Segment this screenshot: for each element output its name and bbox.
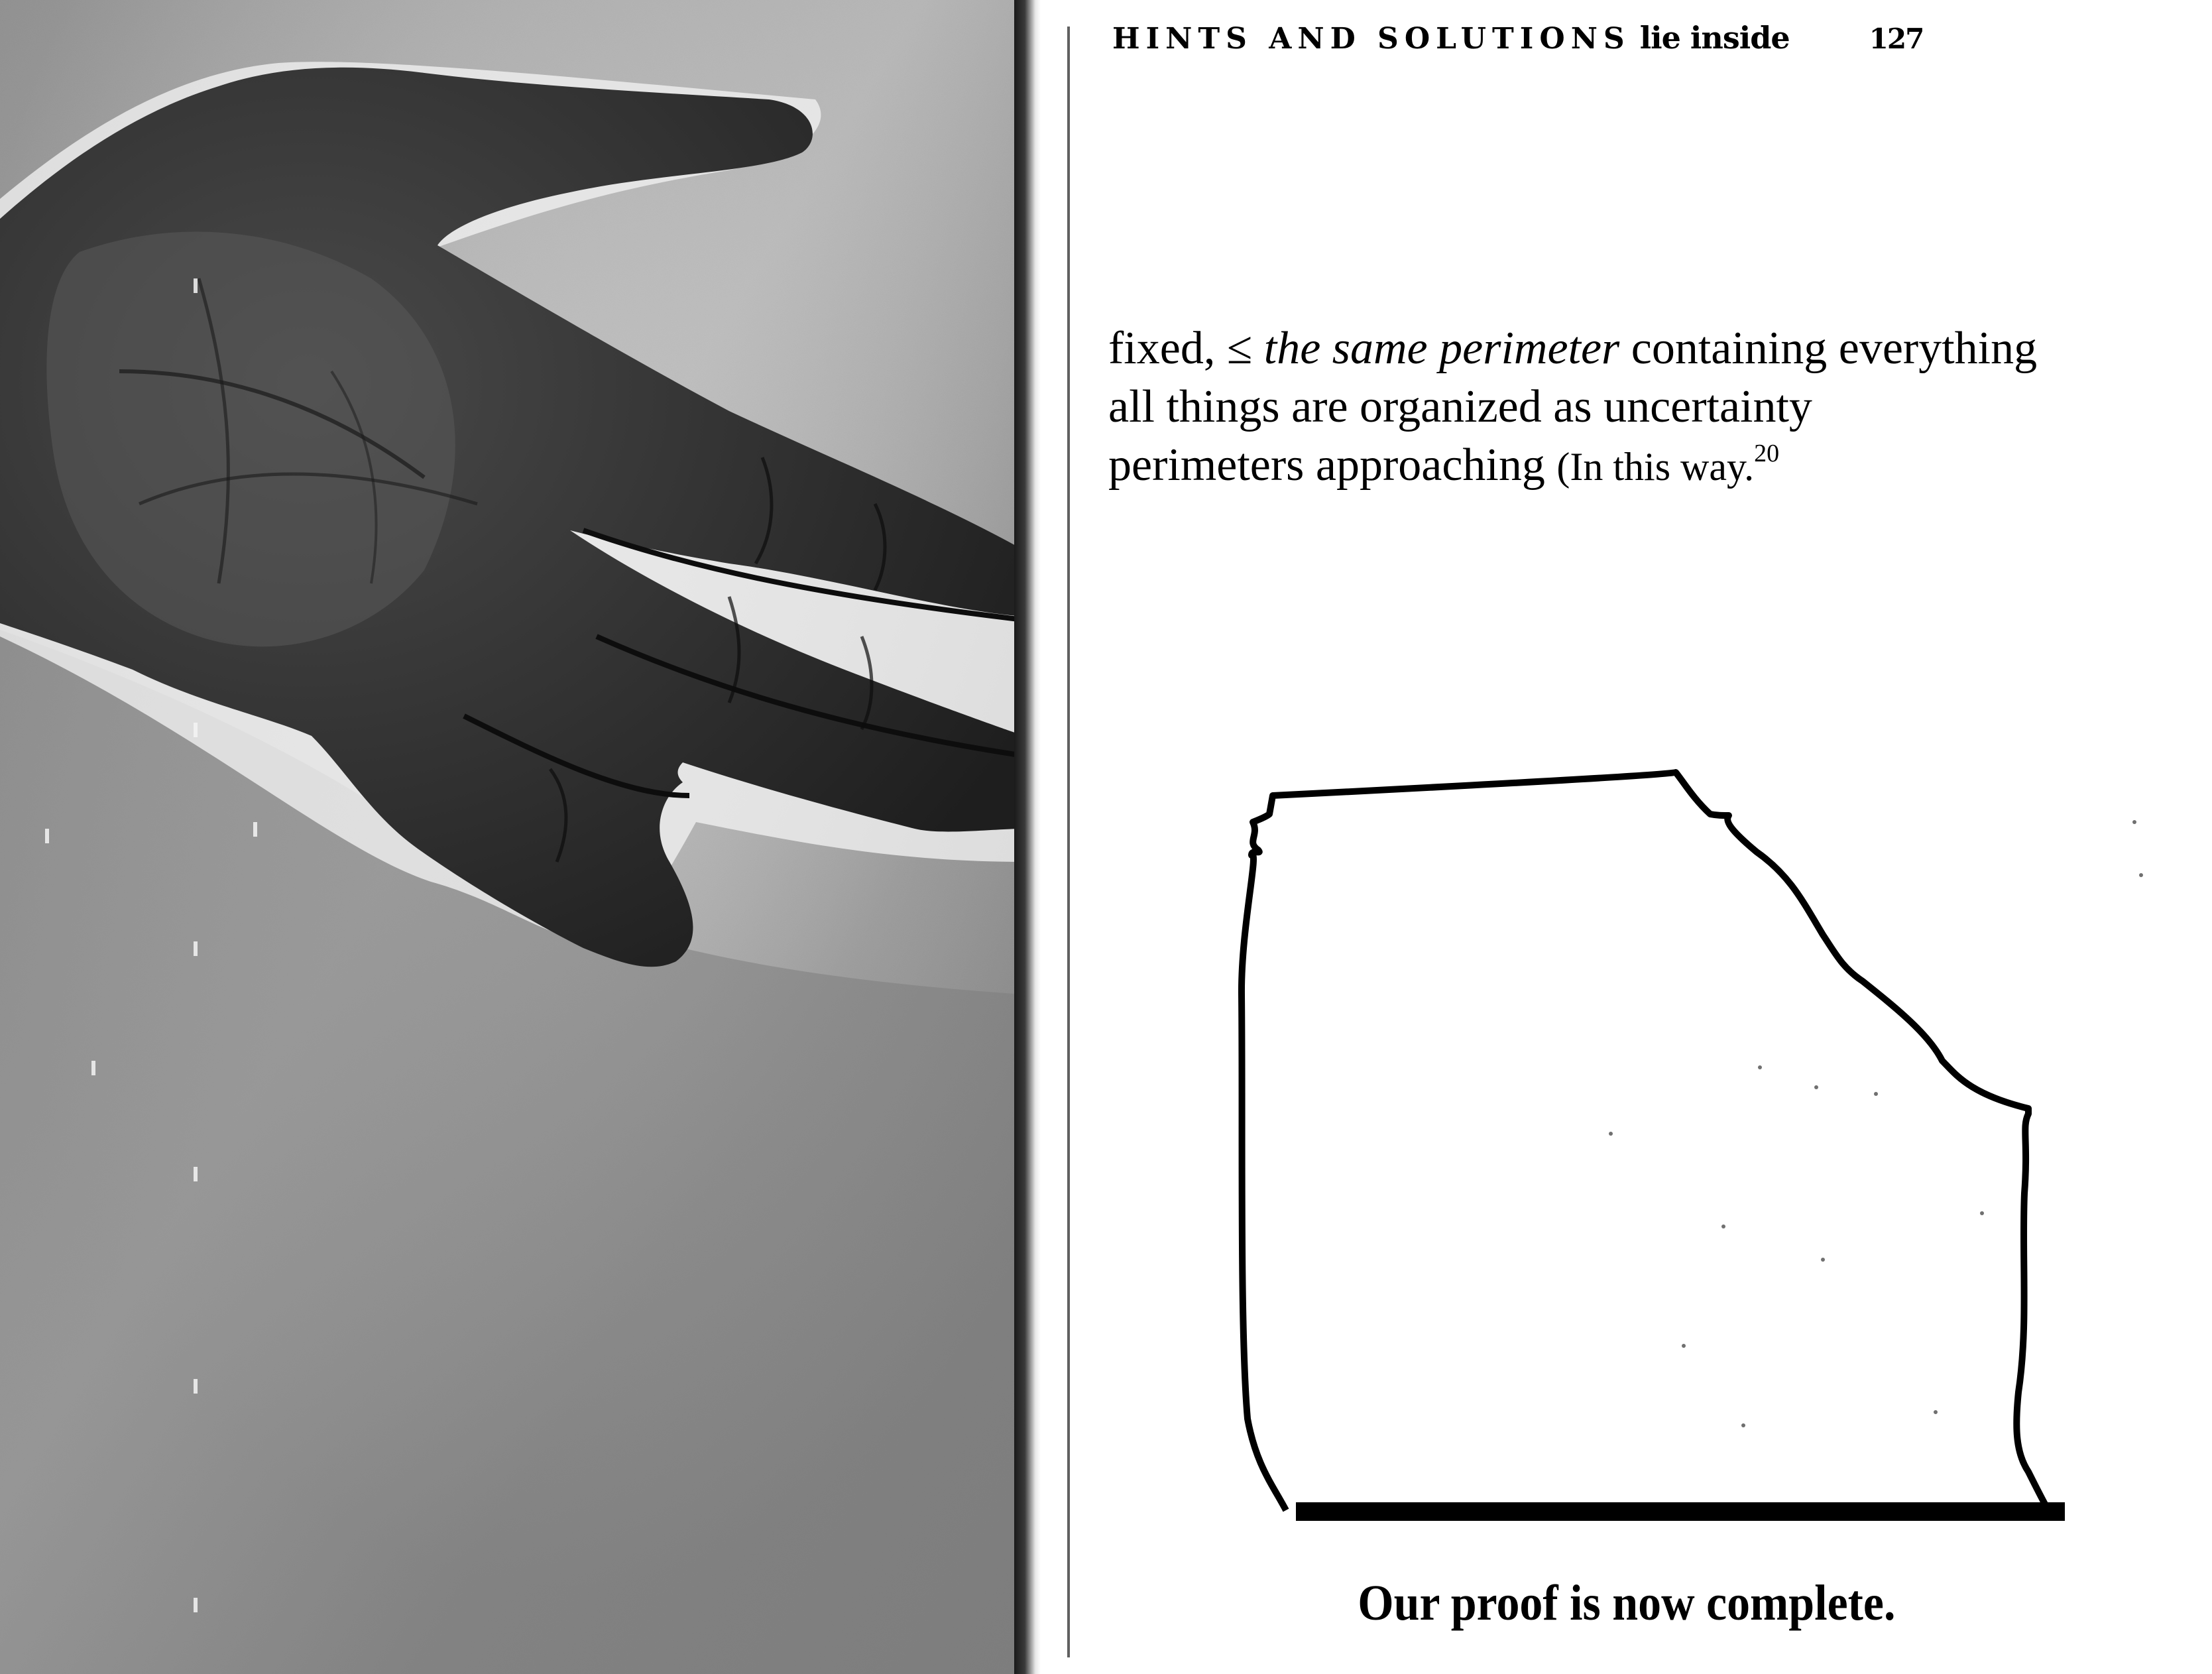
body-line-3-start: perimeters approaching [1108, 440, 1557, 491]
figure-outline [1242, 772, 2048, 1510]
body-line-2: all things are organized as uncertainty [1108, 381, 1812, 432]
italic-phrase: the same perimeter [1263, 323, 1620, 374]
page-number: 127 [1869, 23, 1924, 55]
figure-specks [1609, 820, 2143, 1427]
footnote-marker: 20 [1754, 440, 1780, 467]
caption-text: Our proof is now complete. [1357, 1575, 1896, 1631]
book-gutter [1014, 0, 1041, 1674]
body-line-1-end: containing everything [1619, 323, 2038, 374]
hand-photograph [0, 0, 1024, 1674]
body-line-3-small: (In this way. [1556, 445, 1755, 489]
running-head-title: HINTS AND SOLUTIONS [1112, 22, 1631, 56]
page-edge-line [1067, 27, 1070, 1657]
text-page [1041, 0, 2212, 1674]
body-line-1-start: fixed, ≤ [1108, 323, 1264, 374]
hand-photo-image [0, 0, 1024, 1674]
running-head-tail: lie inside [1639, 20, 1790, 56]
outline-figure [1041, 0, 2212, 1674]
figure-caption [1041, 1575, 2212, 1632]
figure-base-line [1296, 1502, 2065, 1521]
